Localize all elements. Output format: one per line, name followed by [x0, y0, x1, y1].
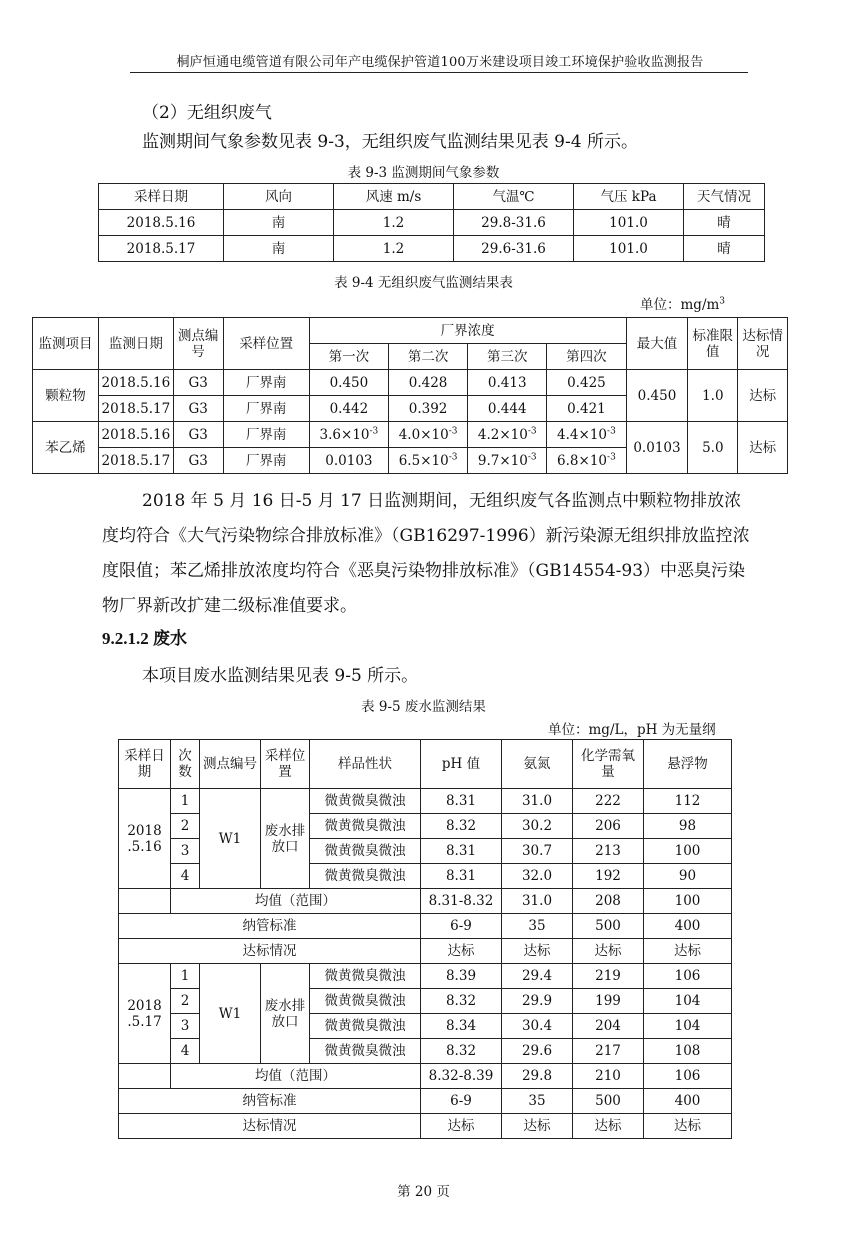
page-header: 桐庐恒通电缆管道有限公司年产电缆保护管道100万米建设项目竣工环境保护验收监测报告	[176, 55, 704, 70]
table-cell: 104	[644, 1014, 732, 1039]
table-cell: 400	[644, 914, 732, 939]
table-cell: 达标	[502, 1114, 573, 1139]
table-cell: 南	[224, 236, 334, 262]
table-cell: 0.444	[468, 396, 547, 422]
table-cell: 微黄微臭微浊	[310, 839, 421, 864]
table-cell: G3	[173, 370, 223, 396]
table-cell: 219	[573, 964, 644, 989]
table-cell: $4.4\times 10^{-3}$	[547, 422, 626, 448]
table-cell: 1	[171, 789, 200, 814]
table-9-4-caption: 表 9-4 无组织废气监测结果表	[334, 275, 513, 291]
table-row	[99, 210, 765, 236]
table-cell: 8.31	[421, 789, 502, 814]
table-cell: 南	[224, 210, 334, 236]
table-cell: 苯乙烯	[33, 422, 99, 474]
table-cell: 500	[573, 914, 644, 939]
wastewater-intro: 本项目废水监测结果见表 9-5 所示。	[142, 666, 419, 686]
section-heading-wastewater: 9.2.1.2 废水	[102, 629, 187, 648]
header-cell: 化学需氧量	[573, 740, 644, 789]
table-cell: 100	[644, 889, 732, 914]
table-cell: 0.428	[389, 370, 468, 396]
table-cell: 废水排放口	[261, 789, 310, 889]
table-cell: 4	[171, 1039, 200, 1064]
table-cell: 8.34	[421, 1014, 502, 1039]
table-cell: 29.4	[502, 964, 573, 989]
table-cell: 2018 .5.16	[119, 789, 171, 889]
table-cell: 达标	[738, 422, 788, 474]
table-cell: 厂界南	[223, 370, 309, 396]
table-cell: 8.32	[421, 1039, 502, 1064]
table-cell: $6.8\times 10^{-3}$	[547, 448, 626, 474]
table-cell: 30.2	[502, 814, 573, 839]
table-cell: 厂界南	[223, 422, 309, 448]
table-cell: 微黄微臭微浊	[310, 789, 421, 814]
table-cell: 2018.5.16	[98, 422, 173, 448]
table-cell: 0.0103	[309, 448, 388, 474]
table-cell: 1.2	[334, 236, 454, 262]
table-cell: 0.392	[389, 396, 468, 422]
table-9-5-unit: 单位：mg/L，pH 为无量纲	[548, 722, 716, 738]
header-cell: 第三次	[468, 344, 547, 370]
table-cell: 微黄微臭微浊	[310, 964, 421, 989]
header-cell: 达标情况	[738, 318, 788, 370]
table-cell: 112	[644, 789, 732, 814]
table-cell	[119, 1064, 171, 1089]
table-cell: 30.4	[502, 1014, 573, 1039]
table-cell: 均值（范围）	[171, 889, 421, 914]
table-cell: 222	[573, 789, 644, 814]
table-header-row	[99, 184, 765, 210]
table-cell: 达标	[502, 939, 573, 964]
table-cell: 纳管标准	[119, 1089, 421, 1114]
table-cell: 101.0	[574, 210, 684, 236]
table-9-4-unit: 单位：$mg/m^3$	[640, 296, 726, 313]
table-row	[119, 939, 732, 964]
table-row	[119, 964, 732, 989]
table-row	[33, 370, 788, 396]
table-cell: 208	[573, 889, 644, 914]
table-cell: 192	[573, 864, 644, 889]
table-cell: 35	[502, 1089, 573, 1114]
table-cell: 微黄微臭微浊	[310, 989, 421, 1014]
table-cell	[119, 889, 171, 914]
table-9-4	[32, 317, 788, 474]
table-cell: 204	[573, 1014, 644, 1039]
table-cell: 达标情况	[119, 939, 421, 964]
table-cell: 8.31-8.32	[421, 889, 502, 914]
header-cell: 监测日期	[98, 318, 173, 370]
table-cell: 8.32	[421, 814, 502, 839]
table-cell: 2018.5.17	[98, 448, 173, 474]
header-cell: 风速 m/s	[334, 184, 454, 210]
table-cell: 晴	[684, 236, 765, 262]
table-cell: 30.7	[502, 839, 573, 864]
table-cell: 5.0	[688, 422, 738, 474]
table-cell: 2	[171, 989, 200, 1014]
table-cell: 29.8-31.6	[454, 210, 574, 236]
table-cell: G3	[173, 396, 223, 422]
table-cell: 29.9	[502, 989, 573, 1014]
table-cell: 3	[171, 839, 200, 864]
table-cell: G3	[173, 422, 223, 448]
table-cell: 35	[502, 914, 573, 939]
table-cell: 0.413	[468, 370, 547, 396]
table-cell: 400	[644, 1089, 732, 1114]
table-row	[119, 889, 732, 914]
header-cell: 天气情况	[684, 184, 765, 210]
table-cell: 达标	[738, 370, 788, 422]
table-cell: 达标	[421, 939, 502, 964]
table-cell: 0.450	[626, 370, 688, 422]
table-cell: 0.425	[547, 370, 626, 396]
table-cell: 106	[644, 964, 732, 989]
table-cell: 8.32-8.39	[421, 1064, 502, 1089]
table-cell: $4.0\times 10^{-3}$	[389, 422, 468, 448]
page-number: 第 20 页	[397, 1184, 450, 1200]
table-header-row	[119, 740, 732, 789]
header-cell: 采样日期	[119, 740, 171, 789]
table-cell: 达标	[573, 939, 644, 964]
table-cell: 31.0	[502, 789, 573, 814]
section-title: （2）无组织废气	[142, 103, 272, 123]
table-cell: 微黄微臭微浊	[310, 1039, 421, 1064]
table-cell: 微黄微臭微浊	[310, 1014, 421, 1039]
table-cell: 微黄微臭微浊	[310, 814, 421, 839]
table-cell: W1	[200, 789, 261, 889]
table-row	[119, 1089, 732, 1114]
table-cell: 210	[573, 1064, 644, 1089]
intro-paragraph: 监测期间气象参数见表 9-3，无组织废气监测结果见表 9-4 所示。	[142, 132, 638, 152]
table-cell: 206	[573, 814, 644, 839]
table-cell: 0.421	[547, 396, 626, 422]
table-row	[119, 914, 732, 939]
table-cell: 8.31	[421, 864, 502, 889]
header-cell: 气温℃	[454, 184, 574, 210]
table-9-3	[98, 183, 765, 262]
header-cell: 第二次	[389, 344, 468, 370]
table-cell: 晴	[684, 210, 765, 236]
table-cell: 32.0	[502, 864, 573, 889]
table-cell: 达标情况	[119, 1114, 421, 1139]
table-cell: 29.6	[502, 1039, 573, 1064]
table-cell: 2018.5.17	[98, 396, 173, 422]
header-cell: pH 值	[421, 740, 502, 789]
table-cell: 8.39	[421, 964, 502, 989]
table-9-3-caption: 表 9-3 监测期间气象参数	[347, 165, 500, 181]
table-cell: W1	[200, 964, 261, 1064]
table-cell: 达标	[573, 1114, 644, 1139]
table-cell: 29.8	[502, 1064, 573, 1089]
table-row	[119, 1114, 732, 1139]
table-row	[119, 789, 732, 814]
table-cell: 微黄微臭微浊	[310, 864, 421, 889]
table-cell: 4	[171, 864, 200, 889]
table-cell: G3	[173, 448, 223, 474]
table-cell: 1.0	[688, 370, 738, 422]
table-9-5	[118, 739, 732, 1139]
table-header-row	[33, 318, 788, 344]
table-row	[33, 422, 788, 448]
table-cell: 29.6-31.6	[454, 236, 574, 262]
table-cell: 6-9	[421, 914, 502, 939]
table-cell: 2018.5.17	[99, 236, 224, 262]
header-cell: 测点编号	[173, 318, 223, 370]
table-cell: 106	[644, 1064, 732, 1089]
header-cell: 采样日期	[99, 184, 224, 210]
table-cell: 104	[644, 989, 732, 1014]
table-cell: 达标	[644, 1114, 732, 1139]
table-row	[99, 236, 765, 262]
table-cell: 均值（范围）	[171, 1064, 421, 1089]
conclusion-paragraph: 2018 年 5 月 16 日-5 月 17 日监测期间，无组织废气各监测点中颗粒物排放浓度均符合《大气污染物综合排放标准》（GB16297-1996）新污染源无组织排放监控浓度限值；苯乙烯排放浓度均符合《恶臭污染物排放标准》（GB14554-93）中恶臭污染物厂界新改扩建二级标准值要求。	[102, 491, 750, 616]
table-cell: 2018 .5.17	[119, 964, 171, 1064]
table-cell: 98	[644, 814, 732, 839]
table-cell: 500	[573, 1089, 644, 1114]
header-cell: 最大值	[626, 318, 688, 370]
header-divider	[130, 72, 748, 73]
table-cell: 101.0	[574, 236, 684, 262]
table-cell: 31.0	[502, 889, 573, 914]
header-cell: 样品性状	[310, 740, 421, 789]
header-cell: 采样位置	[261, 740, 310, 789]
table-cell: 纳管标准	[119, 914, 421, 939]
header-cell: 厂界浓度	[309, 318, 626, 344]
table-cell: 达标	[644, 939, 732, 964]
header-cell: 采样位置	[223, 318, 309, 370]
table-cell: $9.7\times 10^{-3}$	[468, 448, 547, 474]
table-cell: 2018.5.16	[98, 370, 173, 396]
table-cell: 199	[573, 989, 644, 1014]
table-cell: 厂界南	[223, 448, 309, 474]
header-cell: 气压 kPa	[574, 184, 684, 210]
header-cell: 测点编号	[200, 740, 261, 789]
table-cell: $6.5\times 10^{-3}$	[389, 448, 468, 474]
table-cell: 6-9	[421, 1089, 502, 1114]
header-cell: 悬浮物	[644, 740, 732, 789]
header-cell: 监测项目	[33, 318, 99, 370]
table-cell: 1	[171, 964, 200, 989]
header-cell: 标准限值	[688, 318, 738, 370]
table-cell: 0.450	[309, 370, 388, 396]
table-9-5-caption: 表 9-5 废水监测结果	[361, 699, 486, 715]
header-cell: 第一次	[309, 344, 388, 370]
table-cell: 217	[573, 1039, 644, 1064]
table-cell: 达标	[421, 1114, 502, 1139]
table-cell: 90	[644, 864, 732, 889]
table-cell: $4.2\times 10^{-3}$	[468, 422, 547, 448]
table-cell: 厂界南	[223, 396, 309, 422]
table-cell: 108	[644, 1039, 732, 1064]
table-cell: 8.31	[421, 839, 502, 864]
header-cell: 风向	[224, 184, 334, 210]
table-cell: 颗粒物	[33, 370, 99, 422]
table-cell: 3	[171, 1014, 200, 1039]
header-cell: 次数	[171, 740, 200, 789]
table-cell: 213	[573, 839, 644, 864]
table-cell: 8.32	[421, 989, 502, 1014]
table-cell: 1.2	[334, 210, 454, 236]
header-cell: 第四次	[547, 344, 626, 370]
table-cell: 100	[644, 839, 732, 864]
table-cell: 废水排放口	[261, 964, 310, 1064]
table-cell: $3.6\times 10^{-3}$	[309, 422, 388, 448]
table-cell: 0.0103	[626, 422, 688, 474]
table-row	[119, 1064, 732, 1089]
table-cell: 0.442	[309, 396, 388, 422]
table-cell: 2018.5.16	[99, 210, 224, 236]
table-cell: 2	[171, 814, 200, 839]
header-cell: 氨氮	[502, 740, 573, 789]
